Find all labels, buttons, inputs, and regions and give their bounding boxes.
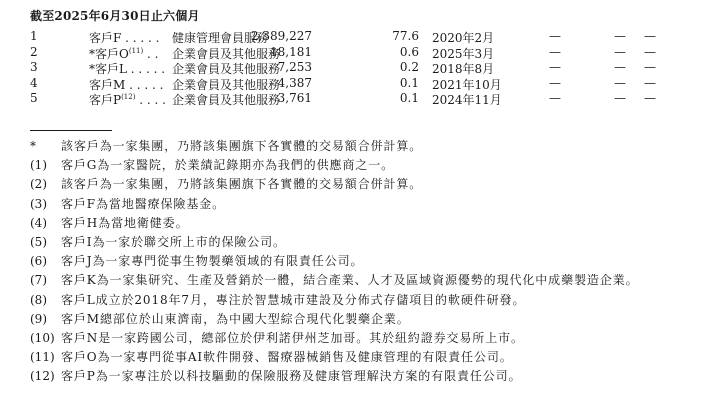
table-row bbox=[0, 76, 719, 92]
footnote bbox=[0, 157, 719, 173]
footnote-marker: (3) bbox=[30, 196, 47, 211]
footnote-text: 客戶F為當地醫療保險基金。 bbox=[61, 196, 226, 211]
rank-cell: 1 bbox=[30, 29, 38, 43]
footnote-text: 客戶L成立於2018年7月，專注於智慧城市建設及分佈式存儲項目的軟硬件研發。 bbox=[61, 292, 526, 307]
footnote-text: 客戶N是一家跨國公司，總部位於伊利諾伊州芝加哥。其於紐約證券交易所上市。 bbox=[61, 330, 524, 345]
dash-cell: — bbox=[549, 75, 561, 90]
customer-leader: . . bbox=[143, 46, 159, 61]
footnote-marker: (8) bbox=[30, 292, 47, 307]
customer-name: *客戶L . . . . . bbox=[89, 62, 166, 76]
footnote bbox=[0, 196, 719, 212]
footnote bbox=[0, 349, 719, 365]
footnote-marker: (5) bbox=[30, 234, 47, 249]
customer-cell bbox=[89, 29, 159, 46]
revenue-cell: 4,387 bbox=[277, 75, 312, 90]
footnote-marker: (1) bbox=[30, 158, 47, 173]
customer-cell bbox=[89, 45, 158, 62]
percent-cell: 0.1 bbox=[399, 91, 419, 105]
dash-cell: — bbox=[614, 60, 626, 74]
service-cell: 企業會員及其他服務 bbox=[172, 77, 281, 92]
dash-cell: — bbox=[549, 60, 561, 74]
table-row bbox=[0, 60, 719, 76]
dash-cell: — bbox=[644, 44, 656, 59]
rank-cell: 2 bbox=[30, 44, 38, 59]
percent-cell: 77.6 bbox=[392, 29, 419, 43]
footnote-text: 客戶K為一家集研究、生產及營銷於一體，結合產業、人才及區域資源優勢的現代化中成藥製造企業。 bbox=[61, 273, 639, 288]
dash-cell: — bbox=[549, 44, 561, 59]
percent-cell: 0.1 bbox=[399, 75, 419, 90]
dash-cell: — bbox=[644, 75, 656, 90]
customer-note-ref: (12) bbox=[121, 93, 136, 101]
customer-cell bbox=[89, 91, 166, 108]
footnote bbox=[0, 330, 719, 346]
footnote-text: 客戶H為當地衛健委。 bbox=[61, 215, 189, 230]
footnote-text: 該客戶為一家集團，乃將該集團旗下各實體的交易額合併計算。 bbox=[61, 177, 423, 192]
footnote-text: 客戶O為一家專門從事AI軟件開發、醫療器械銷售及健康管理的有限責任公司。 bbox=[61, 350, 513, 365]
footnotes bbox=[0, 138, 719, 387]
customer-table bbox=[0, 29, 719, 107]
since-cell: 2020年2月 bbox=[432, 31, 495, 45]
footnote-text: 客戶P為一家專注於以科技驅動的保險服務及健康管理解決方案的有限責任公司。 bbox=[61, 369, 522, 384]
dash-cell: — bbox=[614, 91, 626, 105]
footnote-text: 該客戶為一家集團，乃將該集團旗下各實體的交易額合併計算。 bbox=[61, 139, 423, 153]
dash-cell: — bbox=[644, 60, 656, 74]
footnote-marker: (2) bbox=[30, 177, 47, 192]
customer-name: 客戶F . . . . . bbox=[89, 31, 160, 45]
customer-cell bbox=[89, 60, 165, 77]
footnote bbox=[0, 272, 719, 288]
dash-cell: — bbox=[549, 29, 561, 43]
revenue-cell: 3,761 bbox=[277, 91, 312, 105]
dash-cell: — bbox=[549, 91, 561, 105]
revenue-cell: 2,389,227 bbox=[250, 29, 312, 43]
revenue-cell: 18,181 bbox=[270, 44, 312, 59]
since-cell: 2025年3月 bbox=[432, 46, 495, 61]
footnote bbox=[0, 234, 719, 250]
since-cell: 2024年11月 bbox=[432, 93, 502, 107]
footnote-marker: (11) bbox=[30, 350, 55, 365]
period-heading: 截至2025年6月30日止六個月 bbox=[30, 9, 200, 23]
rank-cell: 4 bbox=[30, 75, 38, 90]
customer-name: 客戶P bbox=[89, 93, 122, 107]
footnote-marker: (12) bbox=[30, 369, 55, 384]
since-cell: 2018年8月 bbox=[432, 62, 495, 76]
footnote-text: 客戶J為一家專門從事生物製藥領域的有限責任公司。 bbox=[61, 254, 364, 269]
footnote-marker: (6) bbox=[30, 254, 47, 269]
rank-cell: 5 bbox=[30, 91, 38, 105]
customer-name: *客戶O bbox=[89, 46, 129, 61]
percent-cell: 0.2 bbox=[399, 60, 419, 74]
service-cell: 企業會員及其他服務 bbox=[172, 93, 281, 107]
footnote bbox=[0, 176, 719, 192]
footnote bbox=[0, 311, 719, 327]
footnote-text: 客戶I為一家於聯交所上市的保險公司。 bbox=[61, 234, 286, 249]
footnote-marker: (10) bbox=[30, 330, 55, 345]
footnote-marker: * bbox=[30, 139, 36, 153]
customer-note-ref: (11) bbox=[128, 46, 144, 55]
table-row bbox=[0, 91, 719, 107]
dash-cell: — bbox=[614, 44, 626, 59]
dash-cell: — bbox=[644, 29, 656, 43]
revenue-cell: 7,253 bbox=[277, 60, 312, 74]
service-cell: 健康管理會員服務 bbox=[172, 31, 269, 45]
footnote-text: 客戶M總部位於山東濟南，為中國大型綜合現代化製藥企業。 bbox=[61, 311, 410, 326]
customer-name: 客戶M . . . . . bbox=[89, 77, 164, 92]
footnote bbox=[0, 253, 719, 269]
table-row bbox=[0, 45, 719, 61]
footnote-divider bbox=[30, 130, 112, 131]
footnote-marker: (7) bbox=[30, 273, 47, 288]
dash-cell: — bbox=[644, 91, 656, 105]
service-cell: 企業會員及其他服務 bbox=[172, 46, 281, 61]
table-row bbox=[0, 29, 719, 45]
rank-cell: 3 bbox=[30, 60, 38, 74]
customer-cell bbox=[89, 76, 163, 93]
footnote bbox=[0, 292, 719, 308]
customer-leader: . . . . bbox=[135, 93, 166, 107]
footnote-text: 客戶G為一家醫院，於業績記錄期亦為我們的供應商之一。 bbox=[61, 158, 394, 173]
footnote-marker: (4) bbox=[30, 215, 47, 230]
dash-cell: — bbox=[614, 75, 626, 90]
dash-cell: — bbox=[614, 29, 626, 43]
percent-cell: 0.6 bbox=[399, 44, 419, 59]
footnote bbox=[0, 138, 719, 154]
footnote bbox=[0, 368, 719, 384]
footnote bbox=[0, 215, 719, 231]
service-cell: 企業會員及其他服務 bbox=[172, 62, 281, 76]
since-cell: 2021年10月 bbox=[432, 77, 502, 92]
footnote-marker: (9) bbox=[30, 311, 47, 326]
